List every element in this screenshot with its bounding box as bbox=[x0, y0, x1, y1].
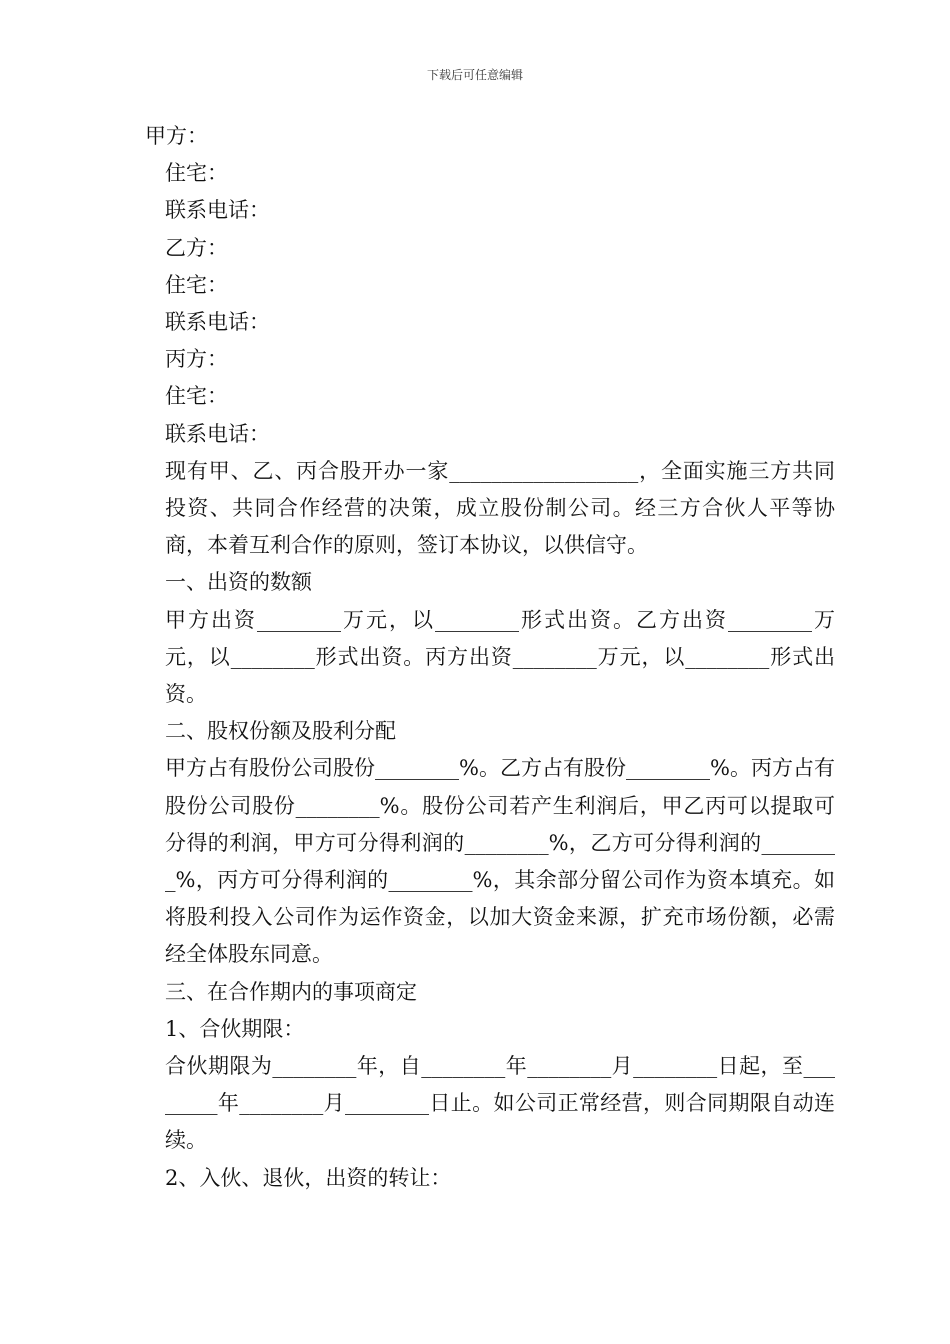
section-1-body: 甲方出资________万元，以________形式出资。乙方出资________万元，以________形式出资。丙方出资________万元，以________形式出资。 bbox=[165, 607, 835, 707]
party-a-phone: 联系电话： bbox=[165, 198, 270, 223]
section-2-heading: 二、股权份额及股利分配 bbox=[165, 719, 396, 744]
party-b-label: 乙方： bbox=[165, 235, 228, 260]
party-b-address: 住宅： bbox=[165, 272, 228, 297]
section-3-item-1-heading: 1、合伙期限： bbox=[165, 1016, 305, 1041]
intro-paragraph: 现有甲、乙、丙合股开办一家__________________，全面实施三方共同投资、共同合作经营的决策，成立股份制公司。经三方合伙人平等协商，本着互利合作的原则，签订本协议，以供信守。 bbox=[165, 458, 835, 558]
section-3-item-1-body: 合伙期限为________年，自________年________月________日起，至________年________月________日止。如公司正常经营，则合同期限自动连续。 bbox=[165, 1054, 835, 1153]
page-header-note: 下载后可任意编辑 bbox=[426, 68, 523, 82]
section-2-body: 甲方占有股份公司股份________%。乙方占有股份________%。丙方占有股份公司股份________%。股份公司若产生利润后，甲乙丙可以提取可分得的利润，甲方可分得利润的________%，乙方可分得利润的________%，丙方可分得利润的________%，其余部分留公司作为资本填充。如将股利投入公司作为运作资金，以加大资金来源，扩充市场份额，必需经全体股东同意。 bbox=[165, 756, 835, 967]
document-body bbox=[145, 118, 835, 1197]
party-c-label: 丙方： bbox=[165, 347, 228, 372]
party-a-address: 住宅： bbox=[165, 161, 228, 186]
party-c-address: 住宅： bbox=[165, 384, 228, 409]
party-c-phone: 联系电话： bbox=[165, 421, 270, 446]
section-3-item-2-heading: 2、入伙、退伙，出资的转让： bbox=[165, 1165, 452, 1190]
section-3-heading: 三、在合作期内的事项商定 bbox=[165, 979, 417, 1004]
party-b-phone: 联系电话： bbox=[165, 310, 270, 335]
party-a-label: 甲方： bbox=[145, 124, 208, 148]
section-1-heading: 一、出资的数额 bbox=[165, 570, 312, 595]
